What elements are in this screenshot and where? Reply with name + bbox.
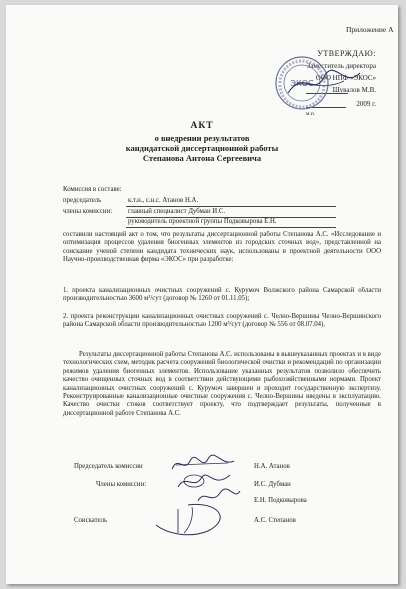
approver-signature	[284, 63, 364, 103]
project-item-1: 1. проекта канализационных очистных сооружений с. Курумоч Волжского района Самарской области производительностью 3600 м³/сут (договор № 1260 от 01.11.05);	[63, 287, 381, 303]
title-line-3: кандидатской диссертационной работы	[125, 143, 279, 153]
chair-name: Н.А. Атанов	[254, 463, 290, 470]
chair-value: к.т.н., с.н.с. Атанов Н.А.	[128, 197, 199, 204]
project-item-2: 2. проекта реконструкции канализационных очистных сооружений с. Челно-Вершины Челно-Вершинского района Самарской области производительностью 1200 м³/сут (договор № 556 от 08.07.04).	[63, 313, 381, 329]
appendix-label: Приложение А	[346, 25, 394, 34]
chair-underline	[126, 206, 336, 207]
member2-name: Е.Н. Подковырова	[254, 497, 307, 504]
intro-paragraph: составили настоящий акт о том, что результаты диссертационной работы Степанова А.С. «Исследование и оптимизация процессов удаления биогенных элементов из городских сточных вод», представленной на соискание ученой степени кандидата технических наук, использованы в проектной деятельности ООО Научно-производственная фирма «ЭКОС» при разработке:	[63, 231, 381, 264]
member2-value: руководитель проектной группы Подковырова Е.Н.	[128, 218, 277, 225]
chair-label: председатель	[63, 197, 102, 204]
title-line-4: Степанова Антона Сергеевича	[142, 153, 262, 163]
members-signature-label: Члены комиссии:	[96, 481, 147, 488]
approver-position: Заместитель директора	[306, 62, 376, 70]
chair-signature-label: Председатель комиссии	[74, 463, 143, 470]
stamp-place-label: м.п.	[306, 111, 316, 117]
approver-name: Шувалов М.В.	[332, 86, 376, 94]
document-page	[6, 5, 398, 584]
title-line-2: о внедрении результатов	[154, 133, 250, 143]
approve-heading: УТВЕРЖДАЮ:	[317, 49, 376, 58]
approver-organization: ООО НПФ «ЭКОС»	[315, 74, 376, 82]
applicant-name: А.С. Степанов	[254, 517, 296, 524]
results-paragraph: Результаты диссертационной работы Степанова А.С. использованы в вышеуказанных проектах и в виде технологических схем, методик расчета сооружений биологической очистки и рекомендаций по организации режимов удаления биогенных элементов. Использование указанных результатов позволило обеспечить качество очищенных сточных вод в соответствии действующими рыбохозяйственными нормами. Проект канализационных очистных сооружений с. Курумоч завершен и проходит государственную экспертизу. Реконструированные канализационные очистные сооружения с. Челно-Вершины введены в эксплуатацию. Качество очистки стоков соответствует проекту, что подтверждает результаты, полученные в диссертационной работе Степанова А.С.	[63, 351, 381, 417]
approval-year: 2009 г.	[356, 100, 376, 108]
member2-underline	[126, 227, 336, 228]
members-label: члены комиссии:	[63, 208, 113, 215]
applicant-signature	[148, 499, 238, 539]
member1-value: главный специалист Дубман И.С.	[128, 208, 226, 215]
document-title: АКТ	[190, 121, 214, 131]
applicant-signature-label: Соискатель	[74, 517, 108, 524]
stamp-text: ЭКОС	[290, 79, 314, 88]
commission-heading: Комиссия в составе:	[63, 186, 122, 193]
member1-name: И.С. Дубман	[254, 481, 291, 488]
